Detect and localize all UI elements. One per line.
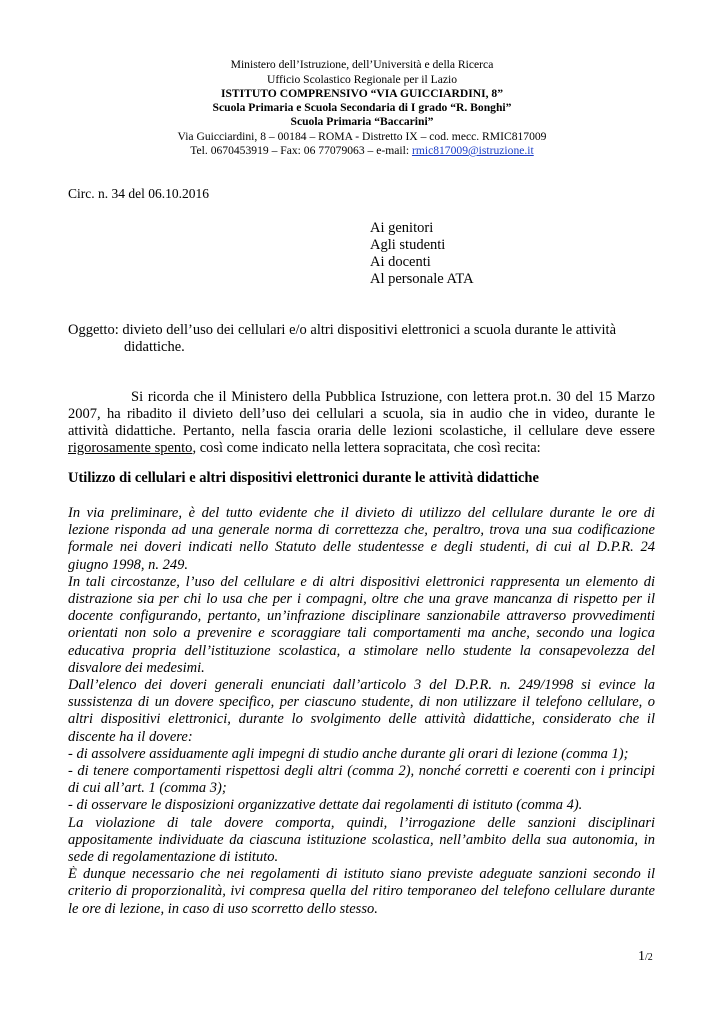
recipient-parents: Ai genitori	[370, 220, 434, 236]
subject-line-2: didattiche.	[124, 339, 185, 355]
underlined-phrase: rigorosamente spento	[68, 440, 193, 456]
quote-line: sussistenza di un dovere specifico, per ciascuno studente, di non utilizzare il telefono cellulare, o	[68, 694, 655, 711]
intro-line	[68, 440, 655, 457]
quote-line: In tali circostanze, l’uso del cellulare e di altri dispositivi elettronici rappresenta un elemento di	[68, 573, 655, 590]
header-primary-school: Scuola Primaria “Baccarini”	[290, 115, 434, 128]
email-link[interactable]: rmic817009@istruzione.it	[411, 144, 534, 157]
quote-line: - di assolvere assiduamente agli impegni di studio anche durante gli orari di lezione (comma 1);	[68, 745, 629, 762]
subject-line-1: Oggetto: divieto dell’uso dei cellulari e/o altri dispositivi elettronici a scuola durante le attività	[68, 322, 617, 338]
quote-line: le ore di lezione, in caso di uso scorretto dello stesso.	[68, 900, 378, 917]
quote-line: docente configurando, pertanto, un’infrazione disciplinare sanzionabile attraverso provvedimenti	[68, 608, 655, 625]
quote-line: È dunque necessario che nei regolamenti di istituto siano previste adeguate sanzioni secondo il	[68, 866, 655, 883]
header-schools: Scuola Primaria e Scuola Secondaria di I grado “R. Bonghi”	[212, 101, 512, 114]
quote-line: - di osservare le disposizioni organizzative dettate dai regolamenti di istituto (comma 4).	[68, 797, 583, 814]
header-institute: ISTITUTO COMPRENSIVO “VIA GUICCIARDINI, 8”	[220, 87, 504, 100]
page-current: 1	[638, 949, 645, 964]
quote-line: discente ha il dovere:	[68, 728, 193, 745]
recipient-students: Agli studenti	[370, 237, 446, 253]
quote-line: criterio di proporzionalità, ivi compresa quella del ritiro temporaneo del telefono cellulare durante	[68, 883, 655, 900]
recipient-teachers: Ai docenti	[370, 254, 431, 270]
page-number	[638, 949, 653, 965]
intro-line-rest: , così come indicato nella lettera sopracitata, che così recita:	[192, 440, 541, 456]
section-title: Utilizzo di cellulari e altri dispositivi elettronici durante le attività didattiche	[68, 470, 539, 486]
intro-line: attività didattiche. Pertanto, nella fascia oraria delle lezioni scolastiche, il cellulare deve essere	[68, 423, 655, 439]
intro-paragraph	[68, 389, 655, 457]
quote-line: educativa propria dell’istituzione scolastica, a stimolare nello studente la consapevolezza del	[68, 642, 655, 659]
quote-line: sede di regolamentazione di istituto.	[68, 849, 279, 866]
header-ministry: Ministero dell’Istruzione, dell’Università e della Ricerca	[230, 58, 494, 71]
page-total: /2	[645, 952, 653, 963]
quote-line: In via preliminare, è del tutto evidente che il divieto di utilizzo del cellulare durante le ore di	[68, 505, 655, 521]
intro-line: 2007, ha ribadito il divieto dell’uso dei cellulari a scuola, sia in audio che in video, durante le	[68, 406, 655, 422]
header-office: Ufficio Scolastico Regionale per il Lazio	[266, 73, 458, 86]
quote-line: - di tenere comportamenti rispettosi degli altri (comma 2), nonché corretti e coerenti con i principi	[68, 763, 655, 780]
quote-line: orientati non solo a prevenire e scoraggiare tali comportamenti ma anche, secondo una logica	[68, 625, 655, 642]
header-address: Via Guicciardini, 8 – 00184 – ROMA - Distretto IX – cod. mecc. RMIC817009	[177, 130, 547, 143]
quote-line: Dall’elenco dei doveri generali enunciati dall’articolo 3 del D.P.R. n. 249/1998 si evince la	[68, 677, 655, 694]
header-contacts	[0, 143, 724, 158]
circular-number: Circ. n. 34 del 06.10.2016	[68, 186, 209, 201]
quote-line: giugno 1998, n. 249.	[68, 556, 189, 573]
quoted-regulation	[68, 505, 655, 918]
quote-line: formale nei doveri indicati nello Statuto delle studentesse e degli studenti, di cui al D.P.R. 24	[68, 539, 655, 556]
quote-line: disvalore dei medesimi.	[68, 659, 205, 676]
quote-line: altri dispositivi elettronici, durante lo svolgimento delle attività didattiche, considerato che il	[68, 711, 655, 728]
quote-line: appositamente individuate da ciascuna istituzione scolastica, nell’ambito della sua autonomia, in	[68, 831, 655, 848]
header-contacts-text: Tel. 0670453919 – Fax: 06 77079063 – e-mail:	[190, 144, 412, 157]
quote-line: La violazione di tale dovere comporta, quindi, l’irrogazione delle sanzioni disciplinari	[68, 814, 655, 831]
quote-line: di cui all’art. 1 (comma 3);	[68, 780, 227, 797]
recipient-staff: Al personale ATA	[370, 271, 474, 287]
intro-line: Si ricorda che il Ministero della Pubblica Istruzione, con lettera prot.n. 30 del 15 Marzo	[131, 389, 655, 405]
quote-line: distrazione sia per chi lo usa che per i compagni, oltre che una grave mancanza di rispetto per il	[68, 591, 655, 608]
quote-line: lezione risponda ad una generale norma di correttezza che, peraltro, trova una sua codificazione	[68, 522, 655, 539]
